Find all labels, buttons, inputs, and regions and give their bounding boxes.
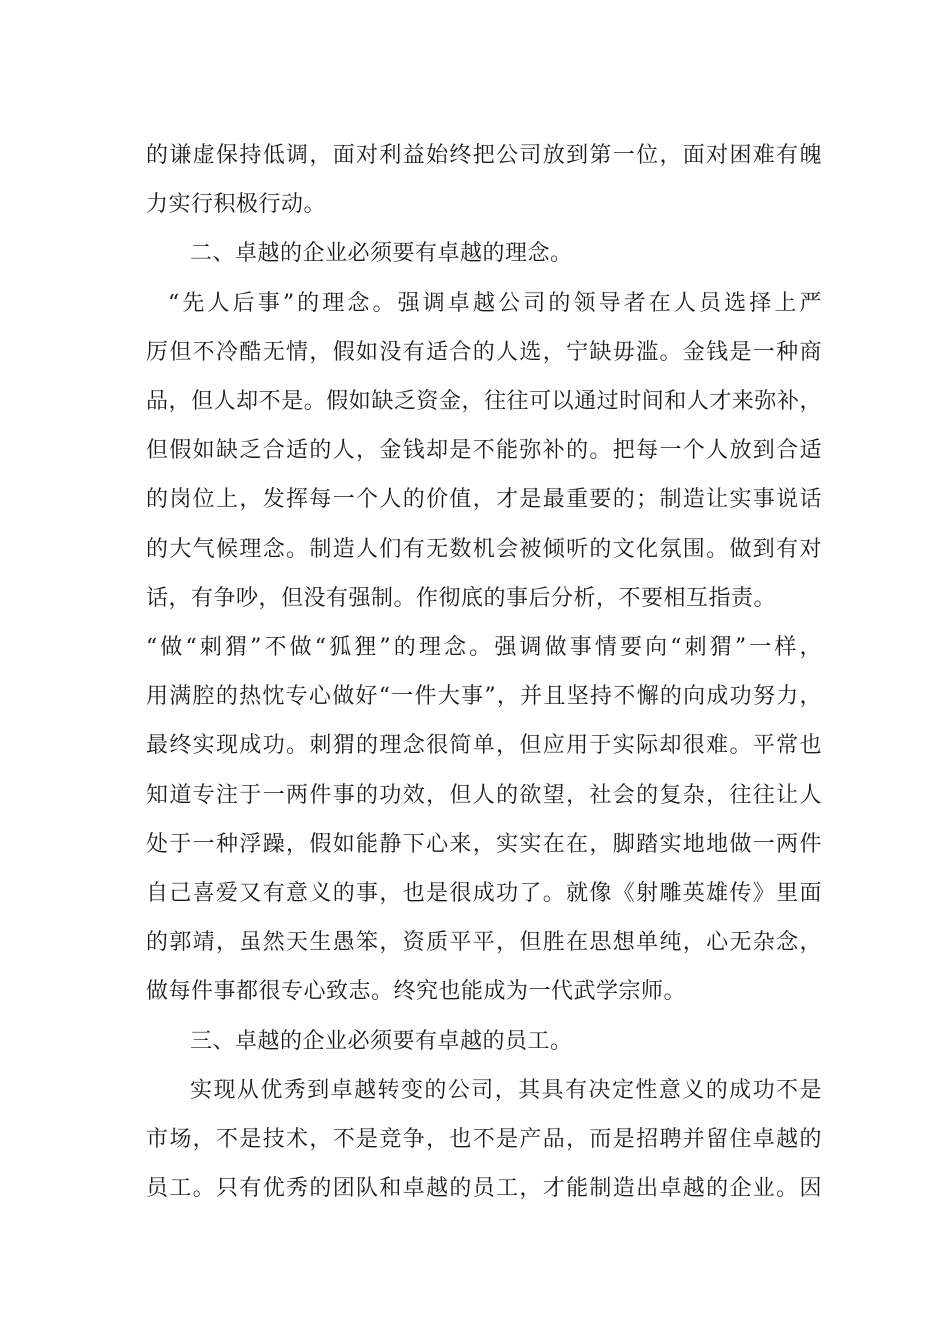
text-line: 的谦虚保持低调，面对利益始终把公司放到第一位，面对困难有魄 (146, 143, 822, 168)
section-heading (146, 229, 822, 278)
section-heading (146, 1017, 822, 1066)
text-column (146, 131, 822, 1213)
heading-line: 三、卓越的企业必须要有卓越的员工。 (190, 1028, 573, 1054)
paragraph-body (146, 1066, 822, 1214)
text-line: 话，有争吵，但没有强制。作彻底的事后分析，不要相互指责。 (146, 585, 777, 611)
text-line: 的大气候理念。制造人们有无数机会被倾听的文化氛围。做到有对 (146, 536, 822, 562)
text-line: 市场，不是技术，不是竞争，也不是产品，而是招聘并留住卓越的 (146, 1127, 822, 1153)
text-line: 力实行积极行动。 (146, 192, 327, 218)
text-line: 的郭靖，虽然天生愚笨，资质平平，但胜在思想单纯，心无杂念， (146, 930, 822, 956)
text-line: 厉但不冷酷无情，假如没有适合的人选，宁缺毋滥。金钱是一种商 (146, 339, 822, 365)
text-line: 自己喜爱又有意义的事，也是很成功了。就像《射雕英雄传》里面 (146, 881, 822, 907)
paragraph-continued (146, 131, 822, 229)
text-line: “做“刺猬”不做“狐狸”的理念。强调做事情要向“刺猬”一样， (146, 635, 822, 661)
text-line: 处于一种浮躁，假如能静下心来，实实在在，脚踏实地地做一两件 (146, 831, 822, 857)
paragraph-body (146, 279, 822, 1017)
text-line: 知道专注于一两件事的功效，但人的欲望，社会的复杂，往往让人 (146, 782, 822, 808)
text-line: 实现从优秀到卓越转变的公司，其具有决定性意义的成功不是 (190, 1077, 822, 1103)
text-line: 员工。只有优秀的团队和卓越的员工，才能制造出卓越的企业。因 (146, 1176, 822, 1202)
text-line: “先人后事”的理念。强调卓越公司的领导者在人员选择上严 (168, 290, 822, 316)
text-line: 用满腔的热忱专心做好“一件大事”，并且坚持不懈的向成功努力， (146, 684, 822, 710)
text-line: 品，但人却不是。假如缺乏资金，往往可以通过时间和人才来弥补， (146, 389, 822, 415)
heading-line: 二、卓越的企业必须要有卓越的理念。 (190, 241, 573, 267)
text-line: 的岗位上，发挥每一个人的价值，才是最重要的；制造让实事说话 (146, 487, 822, 513)
text-line: 做每件事都很专心致志。终究也能成为一代武学宗师。 (146, 979, 687, 1005)
text-line: 最终实现成功。刺猬的理念很简单，但应用于实际却很难。平常也 (146, 733, 822, 759)
text-line: 但假如缺乏合适的人，金钱却是不能弥补的。把每一个人放到合适 (146, 438, 822, 464)
